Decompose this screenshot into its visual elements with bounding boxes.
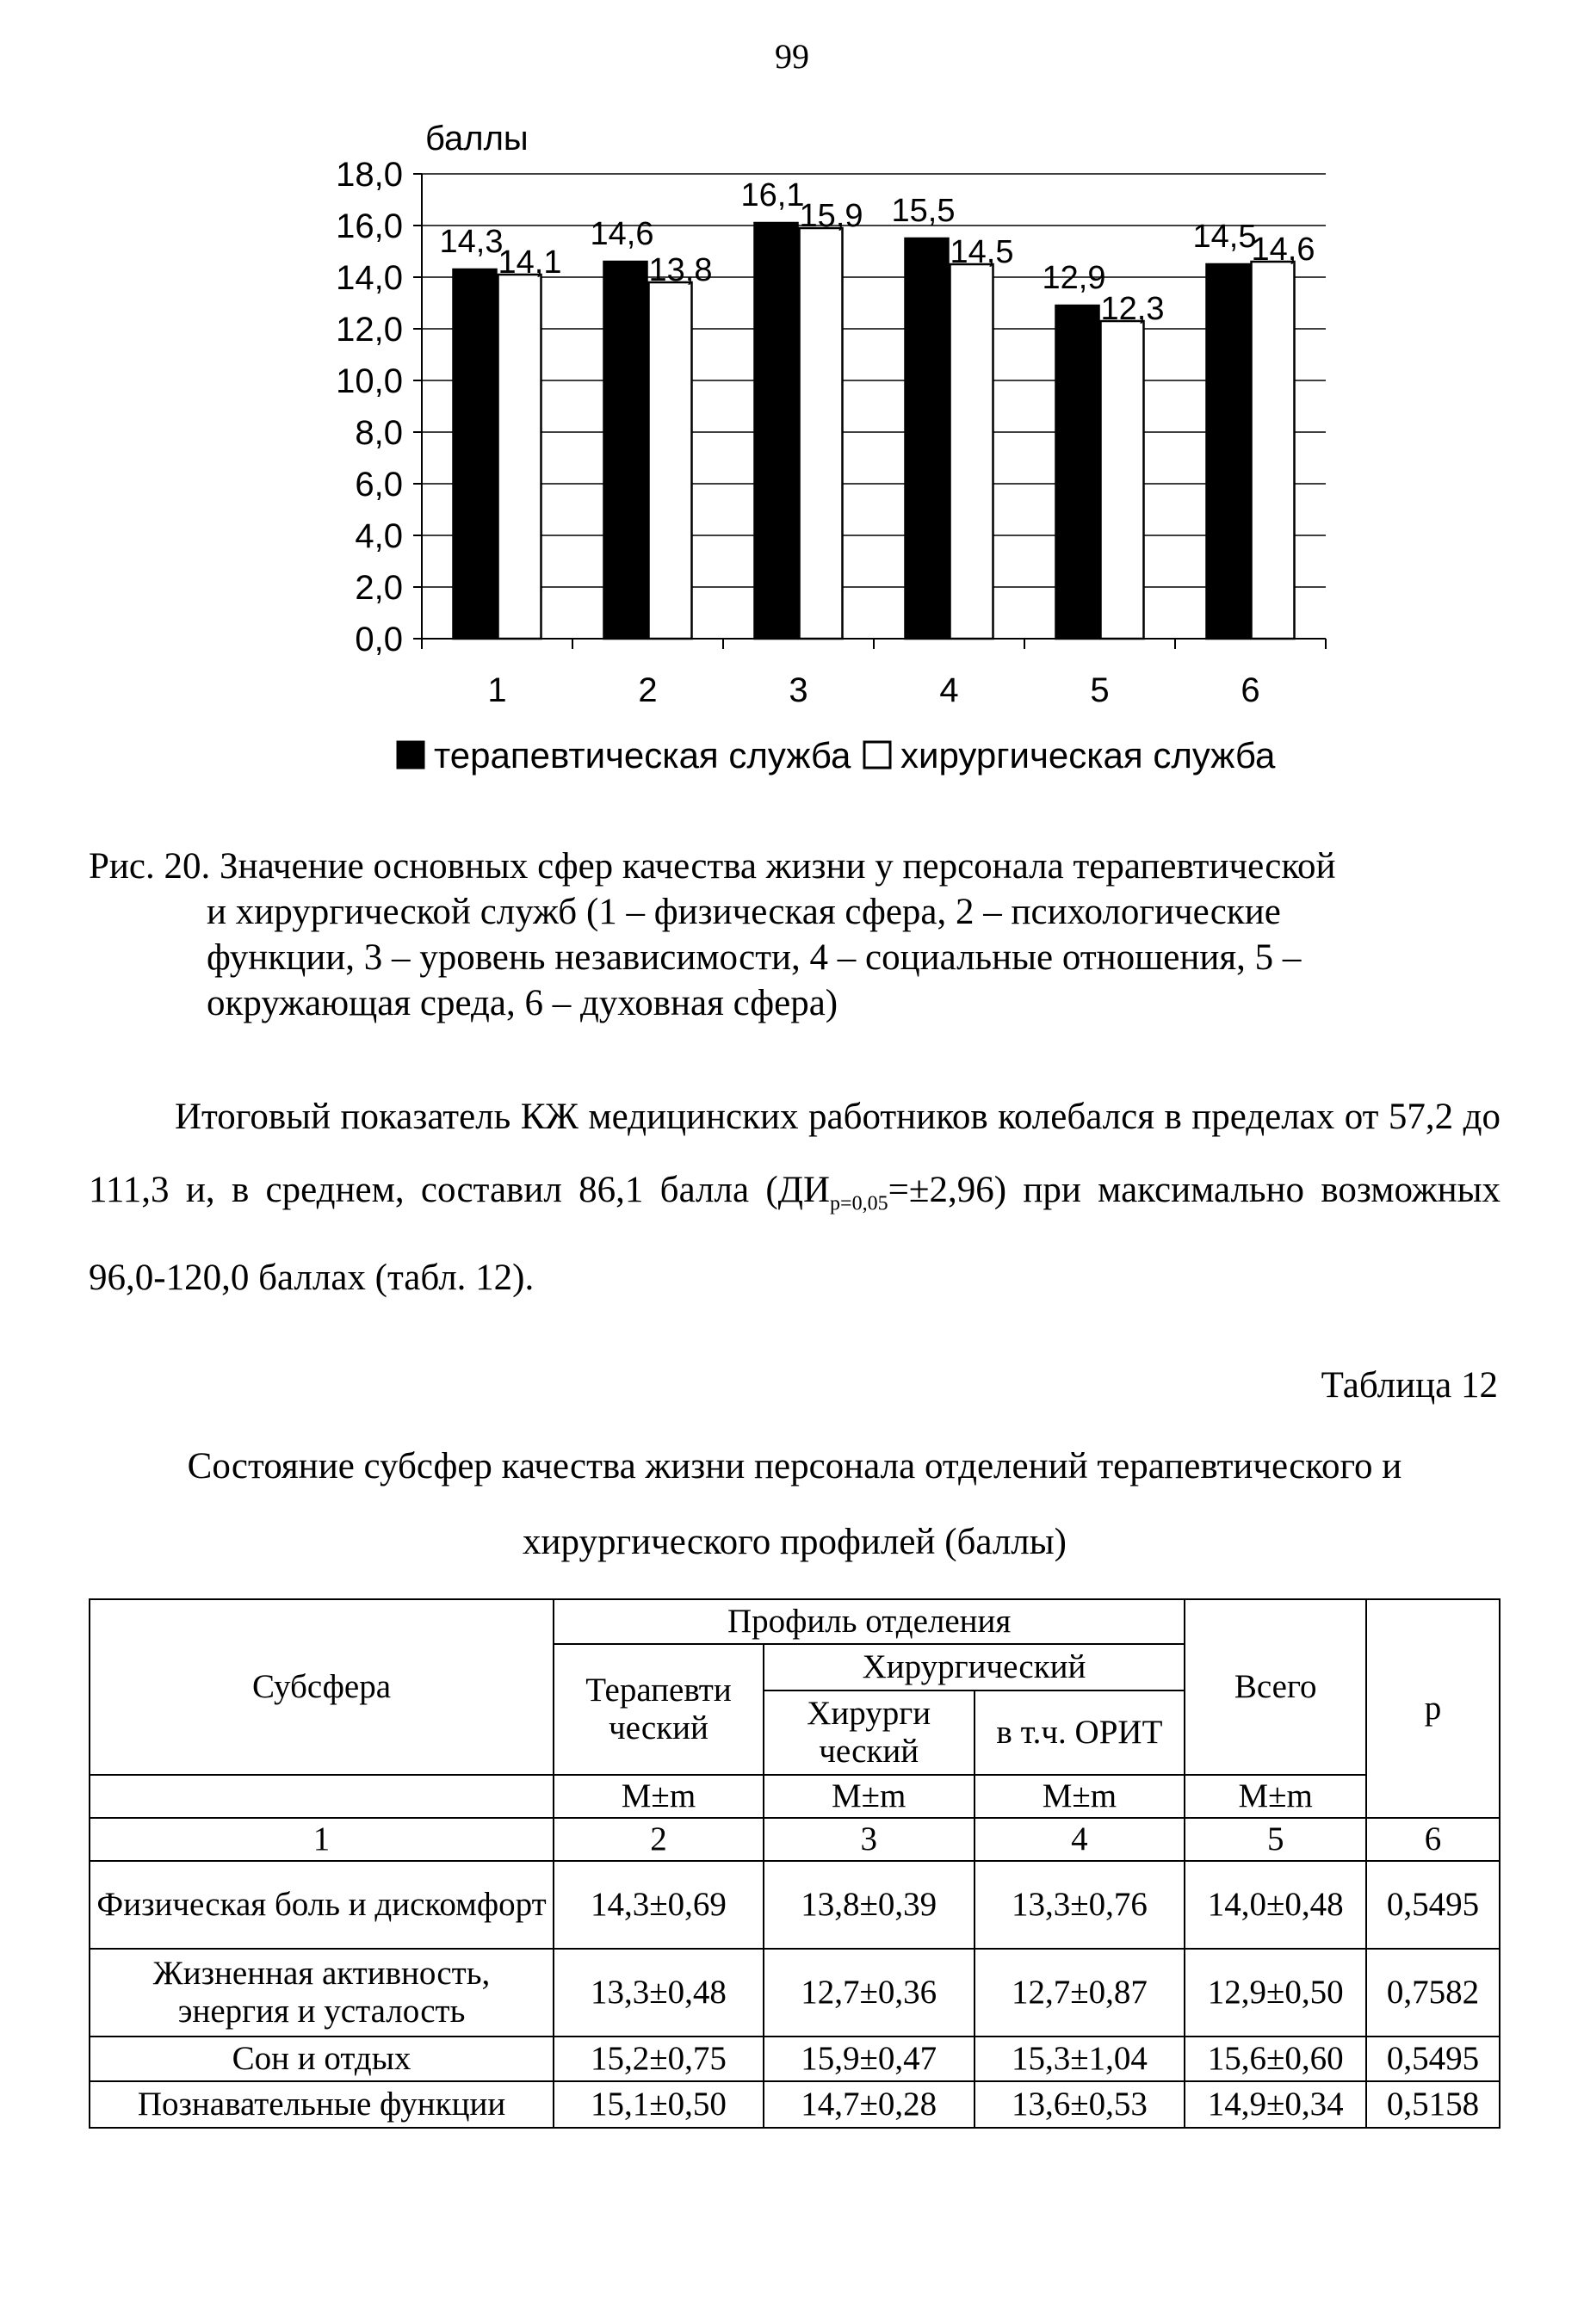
table-label: Таблица 12 xyxy=(1321,1365,1498,1406)
cell-total: 15,6±0,60 xyxy=(1185,2037,1366,2081)
caption-line: окружающая среда, 6 – духовная сфера) xyxy=(207,983,838,1023)
table-row xyxy=(90,1949,1500,2037)
legend-swatch xyxy=(864,742,890,768)
data-label: 12,3 xyxy=(1100,291,1165,327)
data-label: 14,5 xyxy=(1192,219,1257,255)
bar xyxy=(1056,306,1099,639)
body-paragraph xyxy=(89,1080,1500,1314)
bar xyxy=(1101,321,1144,639)
cell-surgical: 13,8±0,39 xyxy=(764,1861,975,1949)
bar xyxy=(498,275,541,639)
data-label: 15,5 xyxy=(891,193,956,229)
caption-line: Рис. 20. Значение основных сфер качества жизни у персонала терапевтической xyxy=(89,846,1336,887)
header-p: p xyxy=(1366,1599,1500,1818)
paragraph-text: =±2,96) при максимально возможных 96,0-120,0 баллах (табл. 12). xyxy=(89,1170,1500,1298)
x-tick-label: 5 xyxy=(1090,671,1110,709)
legend-label: терапевтическая служба xyxy=(434,735,851,776)
header-therapeutic: Терапевти ческий xyxy=(554,1644,764,1775)
data-label: 14,6 xyxy=(1251,232,1315,268)
y-tick-label: 2,0 xyxy=(355,569,403,607)
column-number: 3 xyxy=(764,1818,975,1861)
header-icu: в т.ч. ОРИТ xyxy=(975,1690,1185,1775)
cell-surgical: 12,7±0,36 xyxy=(764,1949,975,2037)
row-name: Сон и отдых xyxy=(90,2037,554,2081)
legend-swatch xyxy=(398,742,424,768)
caption-line: функции, 3 – уровень независимости, 4 – социальные отношения, 5 – xyxy=(207,937,1302,978)
data-label: 13,8 xyxy=(648,252,713,288)
table-title: Состояние субсфер качества жизни персонала отделений терапевтического и хирургического профилей (баллы) xyxy=(187,1446,1402,1562)
row-name: Жизненная активность, энергия и усталость xyxy=(90,1949,554,2037)
bar xyxy=(950,264,993,639)
cell-total: 14,9±0,34 xyxy=(1185,2081,1366,2128)
header-mm: M±m xyxy=(975,1775,1185,1818)
header-surgical-sub: Хирурги ческий xyxy=(764,1690,975,1775)
header-surgical: Хирургический xyxy=(764,1644,1185,1690)
column-number: 4 xyxy=(975,1818,1185,1861)
y-tick-label: 0,0 xyxy=(355,621,403,658)
data-label: 14,6 xyxy=(590,216,654,252)
y-tick-label: 6,0 xyxy=(355,466,403,504)
header-mm: M±m xyxy=(764,1775,975,1818)
cell-p: 0,5495 xyxy=(1366,2037,1500,2081)
column-number: 5 xyxy=(1185,1818,1366,1861)
column-number: 6 xyxy=(1366,1818,1500,1861)
header-subsphere: Субсфера xyxy=(90,1599,554,1775)
page-number: 99 xyxy=(775,37,809,76)
cell-icu: 15,3±1,04 xyxy=(975,2037,1185,2081)
data-label: 12,9 xyxy=(1042,260,1106,296)
legend-label: хирургическая служба xyxy=(900,735,1276,776)
header-total: Всего xyxy=(1185,1599,1366,1775)
column-number: 1 xyxy=(90,1818,554,1861)
cell-surgical: 15,9±0,47 xyxy=(764,2037,975,2081)
data-label: 16,1 xyxy=(740,177,805,213)
cell-therapeutic: 14,3±0,69 xyxy=(554,1861,764,1949)
cell-p: 0,7582 xyxy=(1366,1949,1500,2037)
x-tick-label: 3 xyxy=(789,671,808,709)
x-tick-label: 4 xyxy=(939,671,959,709)
header-mm: M±m xyxy=(1185,1775,1366,1818)
paragraph-subscript: р=0,05 xyxy=(830,1192,888,1215)
header-mm: M±m xyxy=(554,1775,764,1818)
bar xyxy=(800,228,843,639)
cell-surgical: 14,7±0,28 xyxy=(764,2081,975,2128)
y-tick-label: 18,0 xyxy=(336,156,403,194)
row-name: Познавательные функции xyxy=(90,2081,554,2128)
y-axis-title: баллы xyxy=(425,120,529,158)
paragraph-text: Итоговый показатель КЖ медицинских работников колебался в пределах от 57,2 до 111,3 и, в среднем, составил 86,1 балла (ДИ xyxy=(89,1097,1500,1210)
bar xyxy=(755,223,798,639)
table-row xyxy=(90,2037,1500,2081)
header-mm xyxy=(90,1775,554,1818)
cell-icu: 13,6±0,53 xyxy=(975,2081,1185,2128)
caption-line: и хирургической служб (1 – физическая сфера, 2 – психологические xyxy=(207,892,1281,932)
bar-chart xyxy=(275,112,1360,783)
bar xyxy=(1252,262,1295,639)
cell-p: 0,5158 xyxy=(1366,2081,1500,2128)
cell-icu: 13,3±0,76 xyxy=(975,1861,1185,1949)
cell-therapeutic: 15,2±0,75 xyxy=(554,2037,764,2081)
cell-therapeutic: 15,1±0,50 xyxy=(554,2081,764,2128)
table-row xyxy=(90,1861,1500,1949)
column-number: 2 xyxy=(554,1818,764,1861)
header-profile: Профиль отделения xyxy=(554,1599,1185,1644)
y-tick-label: 14,0 xyxy=(336,259,403,297)
bar xyxy=(906,238,949,639)
x-tick-label: 6 xyxy=(1241,671,1260,709)
x-tick-label: 2 xyxy=(638,671,658,709)
table-row xyxy=(90,2081,1500,2128)
y-tick-label: 8,0 xyxy=(355,414,403,452)
y-tick-label: 16,0 xyxy=(336,207,403,245)
bar xyxy=(649,282,692,639)
cell-p: 0,5495 xyxy=(1366,1861,1500,1949)
row-name: Физическая боль и дискомфорт xyxy=(90,1861,554,1949)
y-tick-label: 10,0 xyxy=(336,362,403,400)
y-tick-label: 4,0 xyxy=(355,517,403,555)
cell-total: 14,0±0,48 xyxy=(1185,1861,1366,1949)
cell-icu: 12,7±0,87 xyxy=(975,1949,1185,2037)
y-tick-label: 12,0 xyxy=(336,311,403,349)
data-label: 14,1 xyxy=(498,244,562,281)
bar xyxy=(454,269,497,639)
data-label: 14,5 xyxy=(950,234,1014,270)
data-table xyxy=(89,1598,1500,2129)
bar xyxy=(604,262,647,639)
data-label: 15,9 xyxy=(799,198,863,234)
cell-therapeutic: 13,3±0,48 xyxy=(554,1949,764,2037)
cell-total: 12,9±0,50 xyxy=(1185,1949,1366,2037)
data-label: 14,3 xyxy=(439,224,504,260)
bar xyxy=(1207,264,1250,639)
x-tick-label: 1 xyxy=(487,671,507,709)
